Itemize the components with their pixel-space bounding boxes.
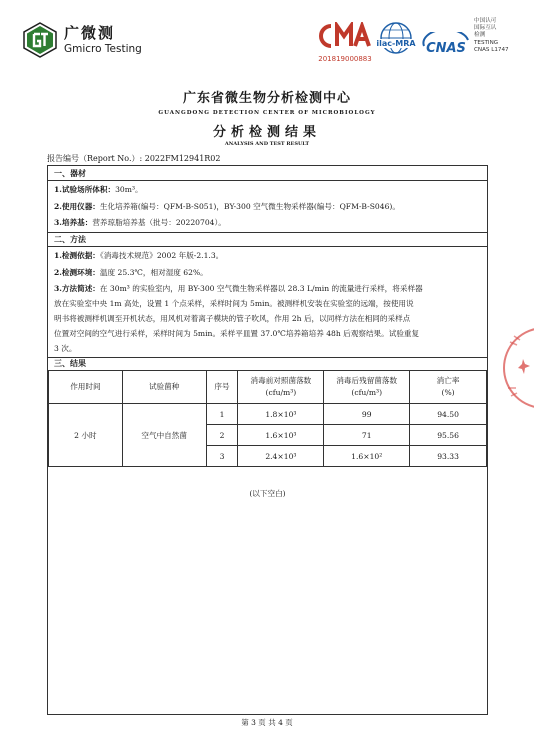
column-header (410, 371, 487, 404)
cnas-line: CNAS L1747 (474, 46, 509, 53)
column-header (238, 371, 324, 404)
logo-cn-text: 广微测 (64, 23, 116, 42)
svg-text:CNAS: CNAS (426, 41, 466, 56)
after-cell: 99 (324, 404, 410, 425)
cnas-logo-icon (420, 32, 472, 58)
cma-mark (314, 22, 376, 63)
section-heading-method: 二、方法 (54, 234, 86, 244)
after-cell: 1.6×10² (324, 446, 410, 467)
header-line: 消亡率 (436, 376, 460, 385)
cnas-accreditation-text (474, 18, 509, 54)
divider (48, 246, 487, 247)
label: 1.检测依据： (54, 251, 100, 260)
report-body-frame (47, 165, 488, 715)
cnas-line: TESTING (474, 39, 499, 46)
company-logo (22, 22, 142, 58)
species-cell: 空气中自然菌 (122, 404, 206, 467)
no-cell: 2 (206, 425, 238, 446)
section-heading-materials: 一、器材 (54, 168, 86, 178)
results-table (48, 370, 487, 467)
table-header-row (49, 371, 487, 404)
rate-cell: 94.50 (410, 404, 487, 425)
method-description-line: 3 次。 (54, 344, 77, 353)
value: 温度 25.3℃，相对湿度 62%。 (99, 268, 208, 277)
before-cell: 1.8×10³ (238, 404, 324, 425)
no-cell: 3 (206, 446, 238, 467)
report-number: 报告编号（Report No.）: 2022FM12941R02 (47, 154, 221, 163)
cma-number: 201819000883 (318, 55, 372, 63)
svg-text:ilac-MRA: ilac-MRA (376, 39, 416, 48)
column-header: 作用时间 (49, 371, 123, 404)
value: 生化培养箱(编号：QFM-B-S051)，BY-300 空气微生物采样器(编号：QFM-B-S046)。 (99, 202, 400, 211)
method-description-line (54, 281, 477, 296)
environment-line (54, 265, 477, 280)
label: 1.试验场所体积： (54, 185, 116, 194)
before-cell: 2.4×10³ (238, 446, 324, 467)
header-unit: (cfu/m³) (351, 388, 383, 397)
logo-en-text: Gmicro Testing (64, 42, 142, 55)
no-cell: 1 (206, 404, 238, 425)
time-cell: 2 小时 (49, 404, 123, 467)
value: 营养琼脂培养基（批号：20220704）。 (92, 218, 226, 227)
section-heading-results: 三、结果 (54, 358, 86, 368)
divider (48, 357, 487, 358)
label: 2.使用仪器： (54, 202, 100, 211)
label: 2.检测环境： (54, 268, 100, 277)
header-line: 消毒后残留菌落数 (336, 376, 398, 385)
cma-logo-icon (317, 22, 373, 50)
rate-cell: 95.56 (410, 425, 487, 446)
value: 《消毒技术规范》2002 年版-2.1.3。 (99, 251, 224, 260)
divider (48, 232, 487, 233)
value: 在 30m³ 的实验室内，用 BY-300 空气微生物采样器以 28.3 L/min 的流量进行采样，将采样器 (99, 284, 423, 293)
org-name-en: GUANGDONG DETECTION CENTER OF MICROBIOLOGY (158, 110, 376, 116)
before-cell: 1.6×10³ (238, 425, 324, 446)
method-description-line: 放在实验室中央 1m 高处，设置 1 个点采样，采样时间为 5min。被测样机安装在实验室的远端，按使用说 (54, 299, 414, 308)
header-unit: (cfu/m³) (265, 388, 297, 397)
column-header (324, 371, 410, 404)
rate-cell: 93.33 (410, 446, 487, 467)
cnas-line: 检测 (474, 32, 486, 39)
label: 3.培养基： (54, 218, 93, 227)
report-title-en: ANALYSIS AND TEST RESULT (224, 141, 310, 147)
method-description-line: 明书将被测样机调至开机状态，用风机对着离子模块的管子吹风，作用 2h 后，以同样方法在相同的采样点 (54, 314, 411, 323)
header-line: 消毒前对照菌落数 (250, 376, 312, 385)
table-row (49, 404, 487, 425)
cnas-line: 国际互认 (474, 25, 497, 32)
method-description-line: 位置对空间的空气进行采样，采样时间为 5min。采样平皿置 37.0℃培养箱培养 48h 后观察结果。试验重复 (54, 329, 420, 338)
column-header: 试验菌种 (122, 371, 206, 404)
label: 3.方法简述： (54, 284, 100, 293)
after-cell: 71 (324, 425, 410, 446)
medium-line (54, 215, 477, 230)
org-name-cn: 广东省微生物分析检测中心 (182, 91, 351, 106)
basis-line (54, 248, 477, 263)
report-title-cn: 分析检测结果 (212, 125, 321, 140)
value: 30m³。 (115, 185, 143, 194)
divider (48, 180, 487, 181)
header-unit: (%) (441, 388, 455, 397)
cnas-line: 中国认可 (474, 18, 497, 24)
space-volume-line (54, 182, 477, 197)
page-footer: 第 3 页 共 4 页 (241, 718, 293, 727)
column-header: 序号 (206, 371, 238, 404)
instruments-line (54, 199, 477, 214)
red-seal-stamp-icon (496, 318, 534, 418)
blank-below-note: (以下空白) (249, 489, 286, 498)
ilac-mra-logo-icon (372, 20, 420, 62)
gt-logo-icon (22, 22, 58, 58)
